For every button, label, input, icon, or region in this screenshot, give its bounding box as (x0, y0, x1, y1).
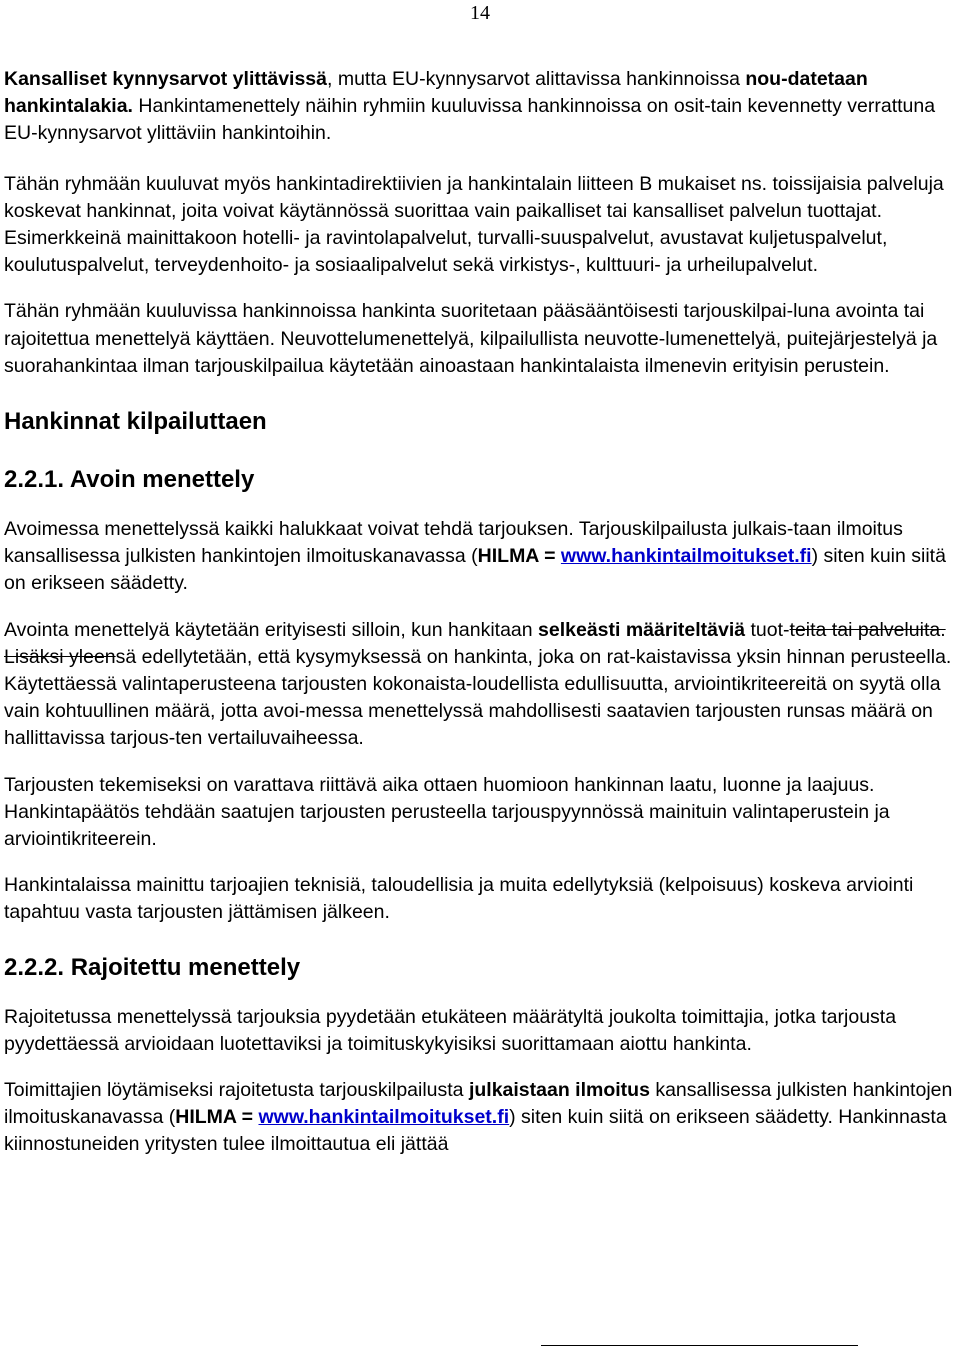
paragraph-text: kansallisessa julkisten hankintojen ilmoituskanavassa ( (4, 1079, 953, 1129)
paragraph-text: Avoimessa menettelyssä kaikki halukkaat voivat tehdä tarjouksen. Tarjouskilpailusta julkais-taan ilmoitus kansallisessa julkisten hankintojen ilmoituskanavassa ( (4, 518, 903, 568)
subheading-open-procedure: 2.2.1. Avoin menettely (4, 466, 255, 494)
hilma-link[interactable]: www.hankintailmoitukset.fi (560, 545, 812, 568)
bold-phrase: nou-datetaan hankintalakia. (4, 68, 868, 118)
bold-phrase: julkaistaan ilmoitus (468, 1079, 650, 1102)
subheading-restricted-procedure: 2.2.2. Rajoitettu menettely (4, 953, 301, 981)
paragraph-text: sä edellytetään, että kysymyksessä on hankinta, joka on rat-kaistavissa yksin hinnan perusteella. Käytettäessä valintaperusteena tarjousten kokonaista-loudellista edullisuutta, arviointikriteereitä on syytä olla vain kohtuullinen määrä, jotta avoi-messa menettelyssä mahdollisesti saatavien tarjousten runsas määrä on hallittavissa tarjous-ten vertailuvaiheessa. (4, 645, 952, 750)
paragraph-restricted-procedure-notice (4, 1077, 956, 1159)
paragraph-procedure-types: Tähän ryhmään kuuluvissa hankinnoissa hankinta suoritetaan pääsääntöisesti tarjouskilpai-luna avointa tai rajoitettua menettelyä käyttäen. Neuvottelumenettelyä, kilpailullista neuvotte-lumenettelyä, puitejärjestelyä ja suorahankintaa ilman tarjouskilpailua käytetään ainoastaan hankintalaista ilmenevin erityisin perustein. (4, 300, 938, 377)
paragraph-text: Toimittajien löytämiseksi rajoitetusta tarjouskilpailusta (4, 1079, 469, 1102)
paragraph-text: tuot- (745, 618, 790, 641)
paragraph-text: Avointa menettelyä käytetään erityisesti silloin, kun hankitaan (4, 618, 539, 641)
bold-phrase: HILMA = (175, 1106, 259, 1129)
document-body (4, 66, 956, 1159)
bold-phrase: selkeästi määriteltäviä (538, 618, 746, 641)
page-number: 14 (470, 2, 490, 24)
paragraph-text: ) siten kuin siitä on erikseen säädetty. (4, 545, 946, 595)
paragraph-restricted-procedure-intro: Rajoitetussa menettelyssä tarjouksia pyydetään etukäteen määrätyltä joukolta toimittajia, jotka tarjousta pyydettäessä arvioidaan luotettaviksi ja toimituskykyisiksi suorittamaan aiottu hankinta. (4, 1005, 897, 1055)
paragraph-text: Hankintamenettely näihin ryhmiin kuuluvissa hankinnoissa on osit-tain kevennetty verrattuna EU-kynnysarvot ylittäviin hankintoihin. (4, 95, 936, 145)
struck-text: teita tai palveluita. Lisäksi yleen (4, 618, 946, 668)
paragraph-qualification-assessment: Hankintalaissa mainittu tarjoajien teknisiä, taloudellisia ja muita edellytyksiä (kelpoisuus) koskeva arviointi tapahtuu vasta tarjousten jättämisen jälkeen. (4, 874, 914, 924)
bold-phrase: Kansalliset kynnysarvot ylittävissä (4, 68, 327, 90)
bold-phrase: HILMA = (477, 545, 561, 568)
paragraph-open-procedure-usage (4, 617, 956, 753)
paragraph-text: , mutta EU-kynnysarvot alittavissa hankinnoissa (327, 68, 746, 90)
hilma-link[interactable]: www.hankintailmoitukset.fi (258, 1106, 510, 1129)
section-heading-competitive-procurement: Hankinnat kilpailuttaen (4, 408, 267, 436)
paragraph-text: ) siten kuin siitä on erikseen säädetty. Hankinnasta kiinnostuneiden yritysten tulee ilmoittautua eli jättää (4, 1106, 947, 1156)
footnote-separator (541, 1345, 858, 1346)
paragraph-tender-time: Tarjousten tekemiseksi on varattava riittävä aika ottaen huomioon hankinnan laatu, luonne ja laajuus. Hankintapäätös tehdään saatujen tarjousten perusteella tarjouspyynnössä mainituin valintaperustein ja arviointikriteerein. (4, 773, 890, 851)
paragraph-annex-b-services: Tähän ryhmään kuuluvat myös hankintadirektiivien ja hankintalain liitteen B mukaiset ns. toissijaisia palveluja koskevat hankinnat, joita voivat käytännössä suorittaa vain paikalliset tai kansalliset palvelun tuottajat. Esimerkkeinä mainittakoon hotelli- ja ravintolapalvelut, turvalli-suuspalvelut, avustavat kuljetuspalvelut, koulutuspalvelut, terveydenhoito- ja sosiaalipalvelut sekä virkistys-, kulttuuri- ja urheilupalvelut. (4, 172, 944, 277)
paragraph-national-thresholds (4, 66, 956, 148)
paragraph-open-procedure-intro (4, 516, 956, 598)
